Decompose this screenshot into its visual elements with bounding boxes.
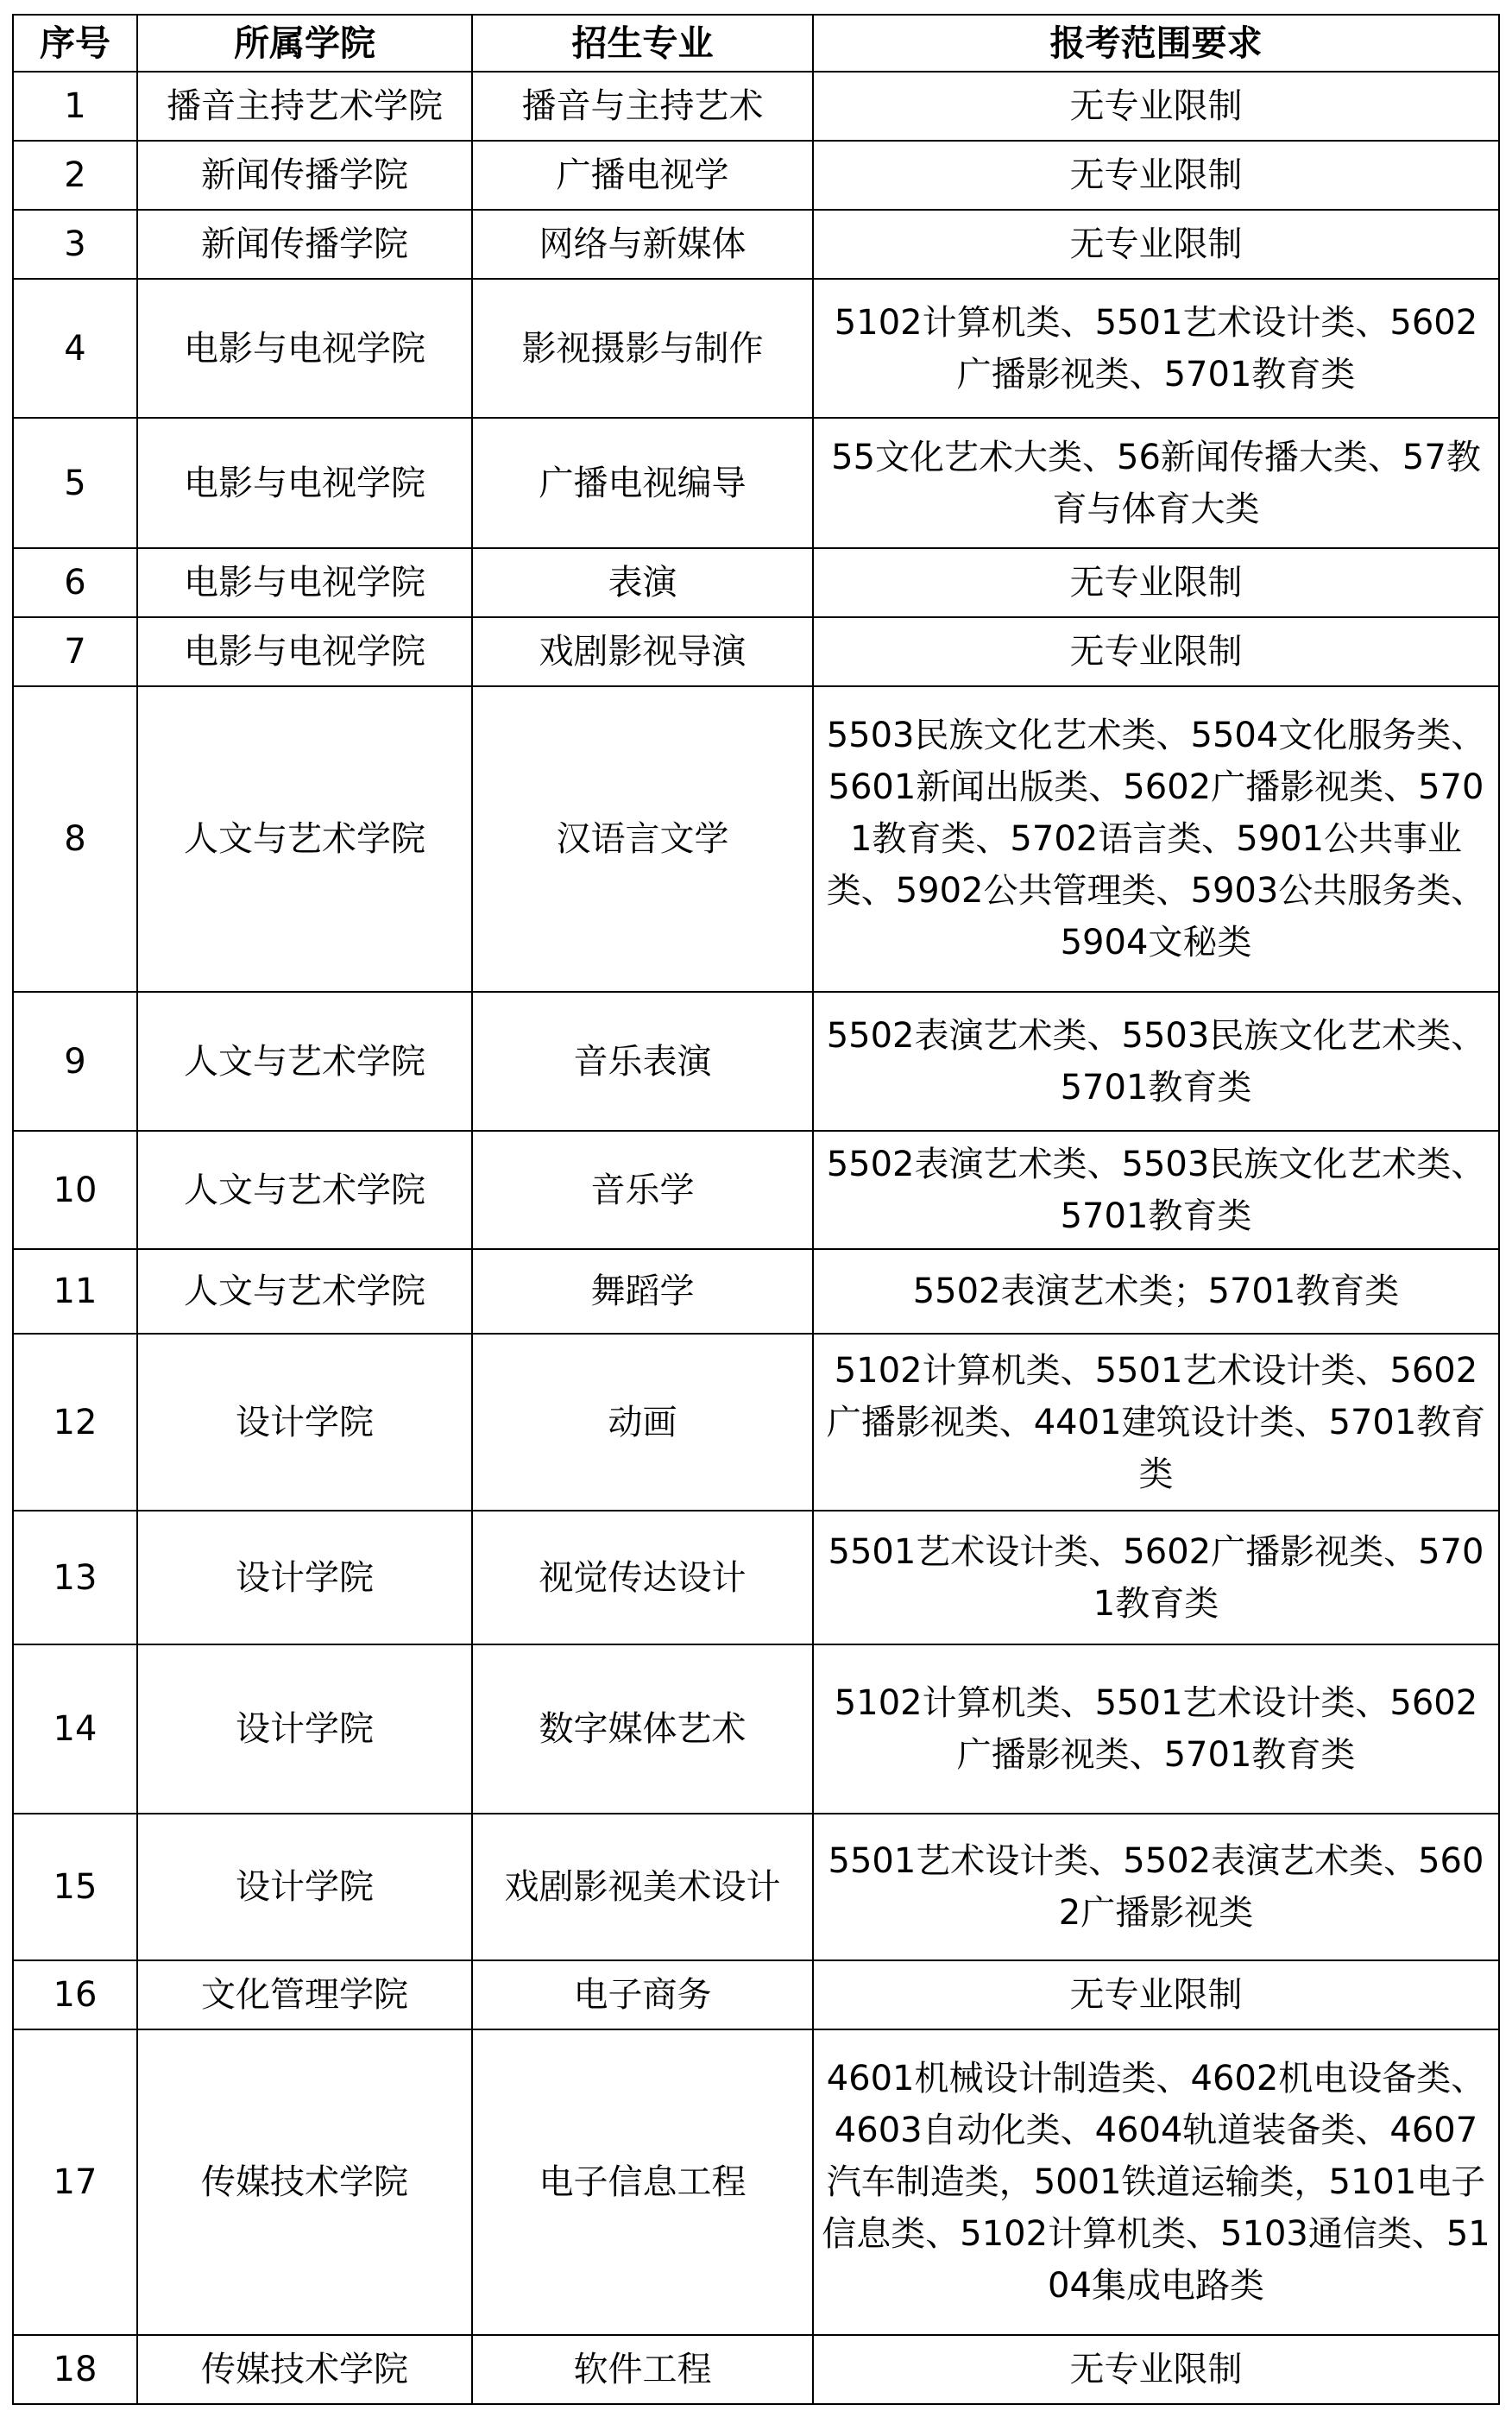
table-row [13, 1644, 1499, 1814]
table-row [13, 418, 1499, 548]
cell-no: 3 [13, 210, 137, 279]
cell-major: 影视摄影与制作 [472, 279, 813, 418]
cell-college: 新闻传播学院 [137, 141, 472, 210]
cell-requirement: 无专业限制 [813, 2335, 1499, 2404]
cell-major: 电子商务 [472, 1960, 813, 2029]
cell-college: 新闻传播学院 [137, 210, 472, 279]
cell-college: 电影与电视学院 [137, 418, 472, 548]
table-row [13, 141, 1499, 210]
cell-requirement: 5102计算机类、5501艺术设计类、5602广播影视类、5701教育类 [813, 279, 1499, 418]
table-row [13, 548, 1499, 617]
cell-requirement: 5102计算机类、5501艺术设计类、5602广播影视类、4401建筑设计类、5701教育类 [813, 1334, 1499, 1511]
table-row [13, 1334, 1499, 1511]
cell-major: 表演 [472, 548, 813, 617]
header-major: 招生专业 [472, 15, 813, 72]
cell-college: 播音主持艺术学院 [137, 72, 472, 141]
cell-major: 戏剧影视美术设计 [472, 1814, 813, 1960]
cell-no: 4 [13, 279, 137, 418]
cell-requirement: 无专业限制 [813, 72, 1499, 141]
table-row [13, 1131, 1499, 1249]
cell-requirement: 无专业限制 [813, 210, 1499, 279]
cell-college: 设计学院 [137, 1511, 472, 1644]
cell-major: 动画 [472, 1334, 813, 1511]
cell-no: 11 [13, 1249, 137, 1334]
cell-no: 1 [13, 72, 137, 141]
header-requirement: 报考范围要求 [813, 15, 1499, 72]
table-row [13, 617, 1499, 686]
cell-requirement: 4601机械设计制造类、4602机电设备类、4603自动化类、4604轨道装备类、4607汽车制造类，5001铁道运输类，5101电子信息类、5102计算机类、5103通信类、5104集成电路类 [813, 2029, 1499, 2335]
table-row [13, 1960, 1499, 2029]
cell-no: 13 [13, 1511, 137, 1644]
cell-major: 广播电视编导 [472, 418, 813, 548]
table-header-row [13, 15, 1499, 72]
cell-college: 人文与艺术学院 [137, 992, 472, 1131]
cell-college: 人文与艺术学院 [137, 1131, 472, 1249]
table-row [13, 1511, 1499, 1644]
header-no: 序号 [13, 15, 137, 72]
header-college: 所属学院 [137, 15, 472, 72]
cell-no: 2 [13, 141, 137, 210]
cell-college: 电影与电视学院 [137, 548, 472, 617]
cell-major: 播音与主持艺术 [472, 72, 813, 141]
cell-no: 6 [13, 548, 137, 617]
table-row [13, 210, 1499, 279]
cell-requirement: 5502表演艺术类、5503民族文化艺术类、5701教育类 [813, 1131, 1499, 1249]
cell-requirement: 5502表演艺术类、5503民族文化艺术类、5701教育类 [813, 992, 1499, 1131]
cell-major: 音乐表演 [472, 992, 813, 1131]
cell-no: 14 [13, 1644, 137, 1814]
cell-no: 10 [13, 1131, 137, 1249]
cell-requirement: 5502表演艺术类；5701教育类 [813, 1249, 1499, 1334]
cell-requirement: 无专业限制 [813, 617, 1499, 686]
cell-requirement: 5501艺术设计类、5502表演艺术类、5602广播影视类 [813, 1814, 1499, 1960]
cell-major: 软件工程 [472, 2335, 813, 2404]
cell-no: 15 [13, 1814, 137, 1960]
cell-no: 18 [13, 2335, 137, 2404]
cell-requirement: 5102计算机类、5501艺术设计类、5602广播影视类、5701教育类 [813, 1644, 1499, 1814]
cell-major: 视觉传达设计 [472, 1511, 813, 1644]
cell-major: 电子信息工程 [472, 2029, 813, 2335]
cell-college: 设计学院 [137, 1814, 472, 1960]
table-row [13, 2335, 1499, 2404]
table-row [13, 1249, 1499, 1334]
table-row [13, 72, 1499, 141]
cell-requirement: 无专业限制 [813, 1960, 1499, 2029]
cell-major: 汉语言文学 [472, 686, 813, 992]
cell-college: 传媒技术学院 [137, 2335, 472, 2404]
table-row [13, 2029, 1499, 2335]
cell-requirement: 5503民族文化艺术类、5504文化服务类、5601新闻出版类、5602广播影视类、5701教育类、5702语言类、5901公共事业类、5902公共管理类、5903公共服务类、5904文秘类 [813, 686, 1499, 992]
cell-requirement: 无专业限制 [813, 548, 1499, 617]
cell-major: 戏剧影视导演 [472, 617, 813, 686]
cell-major: 数字媒体艺术 [472, 1644, 813, 1814]
cell-college: 设计学院 [137, 1644, 472, 1814]
cell-no: 7 [13, 617, 137, 686]
table-row [13, 686, 1499, 992]
cell-major: 舞蹈学 [472, 1249, 813, 1334]
cell-college: 人文与艺术学院 [137, 1249, 472, 1334]
table-row [13, 992, 1499, 1131]
table-row [13, 279, 1499, 418]
cell-requirement: 55文化艺术大类、56新闻传播大类、57教育与体育大类 [813, 418, 1499, 548]
cell-no: 12 [13, 1334, 137, 1511]
cell-requirement: 无专业限制 [813, 141, 1499, 210]
table-row [13, 1814, 1499, 1960]
cell-college: 人文与艺术学院 [137, 686, 472, 992]
cell-college: 文化管理学院 [137, 1960, 472, 2029]
cell-requirement: 5501艺术设计类、5602广播影视类、5701教育类 [813, 1511, 1499, 1644]
cell-no: 5 [13, 418, 137, 548]
cell-college: 设计学院 [137, 1334, 472, 1511]
cell-college: 电影与电视学院 [137, 279, 472, 418]
cell-no: 9 [13, 992, 137, 1131]
cell-no: 17 [13, 2029, 137, 2335]
cell-no: 16 [13, 1960, 137, 2029]
admission-table [12, 14, 1500, 2405]
cell-major: 网络与新媒体 [472, 210, 813, 279]
cell-no: 8 [13, 686, 137, 992]
cell-college: 电影与电视学院 [137, 617, 472, 686]
cell-major: 广播电视学 [472, 141, 813, 210]
cell-college: 传媒技术学院 [137, 2029, 472, 2335]
cell-major: 音乐学 [472, 1131, 813, 1249]
